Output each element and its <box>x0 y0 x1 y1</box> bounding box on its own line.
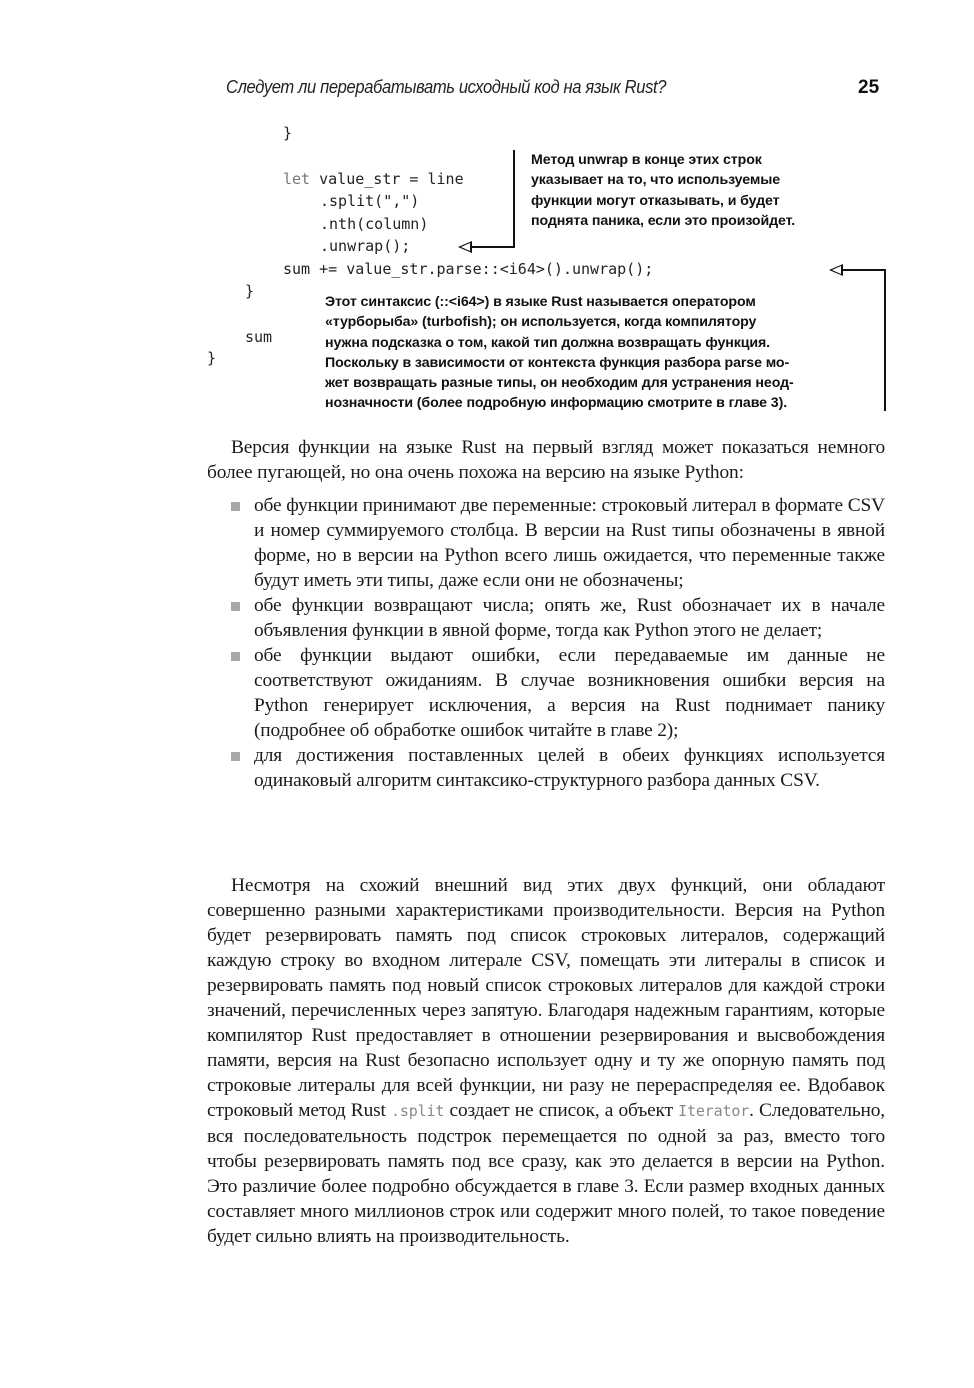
paragraph-text: Версия функции на языке Rust на первый взгляд может показаться немного более пугающей, но она очень похожа на версию на языке Python: <box>207 437 885 483</box>
list-item <box>231 493 885 593</box>
page-number: 25 <box>858 77 880 98</box>
annotation-line: Поскольку в зависимости от контекста функция разбора parse мо- <box>325 354 790 371</box>
annotation-text <box>325 292 880 414</box>
code-line: .unwrap(); <box>320 237 411 255</box>
inline-code-iterator: Iterator <box>678 1102 750 1120</box>
closing-paragraph <box>207 873 885 1249</box>
callout-line-vertical <box>513 150 515 248</box>
callout-line-horizontal <box>470 246 515 248</box>
arrow-left-icon <box>829 264 843 276</box>
arrow-left-icon <box>458 241 472 253</box>
square-bullet-icon <box>231 602 240 611</box>
running-header-title: Следует ли перерабатывать исходный код на язык Rust? <box>226 77 667 97</box>
list-item <box>231 743 885 793</box>
square-bullet-icon <box>231 502 240 511</box>
inline-code-split: .split <box>390 1102 445 1120</box>
annotation-line: функции могут отказывать, и будет <box>531 192 780 209</box>
square-bullet-icon <box>231 652 240 661</box>
paragraph-text <box>207 873 885 1249</box>
list-item-text: обе функции возвращают числа; опять же, Rust обозначает их в начале объявления функции в явной форме, тогда как Python этого не делает; <box>254 595 885 641</box>
code-line <box>283 169 464 189</box>
bullet-list <box>231 493 885 793</box>
code-line: .nth(column) <box>320 215 429 233</box>
list-item-text: обе функции принимают две переменные: строковый литерал в формате CSV и номер суммируемого столбца. В версии на Rust типы обозначены в явной форме, но в версии на Python всего лишь ожидается, что переменные также будут иметь эти типы, даже если они не обозначены; <box>254 495 885 591</box>
annotation-line: Метод unwrap в конце этих строк <box>531 152 762 168</box>
intro-paragraph <box>207 435 885 485</box>
annotation-line: нозначности (более подробную информацию смотрите в главе 3). <box>325 395 788 412</box>
list-item-text: для достижения поставленных целей в обеих функциях используется одинаковый алгоритм синтаксико-структурного разбора данных CSV. <box>254 745 885 791</box>
list-item <box>231 643 885 743</box>
annotation-line: указывает на то, что используемые <box>531 172 781 189</box>
code-line: sum += value_str.parse::<i64>().unwrap(); <box>283 260 654 278</box>
paragraph-text-segment: создает не список, а объект <box>444 1100 679 1121</box>
list-item-text: обе функции выдают ошибки, если передаваемые им данные не соответствуют ожиданиям. В случае возникновения ошибки версия на Python генерирует исключения, а версия на Rust поднимает панику (подробнее об обработке ошибок читайте в главе 2); <box>254 645 885 741</box>
code-line: } <box>245 282 255 300</box>
code-line: sum <box>245 328 273 346</box>
paragraph-text-segment: . Следовательно, вся последовательность подстрок перемещается по одной за раз, вместо того чтобы резервировать память под все сразу, как это делается в версии на Python. Это различие более подробно обсуждается в главе 3. Если размер входных данных составляет много миллионов строк или содержит много полей, то такое поведение будет сильно влиять на производительность. <box>207 1100 886 1247</box>
code-keyword: let <box>283 170 311 188</box>
code-line: } <box>283 124 293 142</box>
code-text: value_str = line <box>310 170 464 188</box>
annotation-line: Этот синтаксис (::<i64>) в языке Rust называется оператором <box>325 294 756 310</box>
annotation-line: поднята паника, если это произойдет. <box>531 212 796 229</box>
square-bullet-icon <box>231 752 240 761</box>
annotation-line: нужна подсказка о том, какой тип должна возвращать функция. <box>325 334 770 351</box>
annotation-line: «турборыба» (turbofish); он используется, когда компилятору <box>325 314 757 331</box>
annotation-text <box>531 150 871 231</box>
callout-line-horizontal <box>842 269 886 271</box>
code-line: .split(",") <box>320 192 420 210</box>
paragraph-text-segment: Несмотря на схожий внешний вид этих двух функций, они обладают совершенно разными характеристиками производительности. Версия на Python будет резервировать память под список строковых литералов, содержащий каждую строку во входном литерале CSV, помещать эти литералы в список и резервировать память под новый список строковых литералов для каждой строки значений, перечисленных через запятую. Благодаря надежным гарантиям, которые компилятор Rust предоставляет в отношении резервирования и высвобождения памяти, версия на Rust безопасно использует одну и ту же опорную память под строковые литералы для всей функции, ни разу не перераспределяя ее. Вдобавок строковый метод Rust <box>207 875 885 1121</box>
callout-line-vertical <box>884 270 886 411</box>
list-item <box>231 593 885 643</box>
code-line: } <box>207 349 217 367</box>
annotation-line: жет возвращать разные типы, он необходим для устранения неод- <box>325 375 794 392</box>
